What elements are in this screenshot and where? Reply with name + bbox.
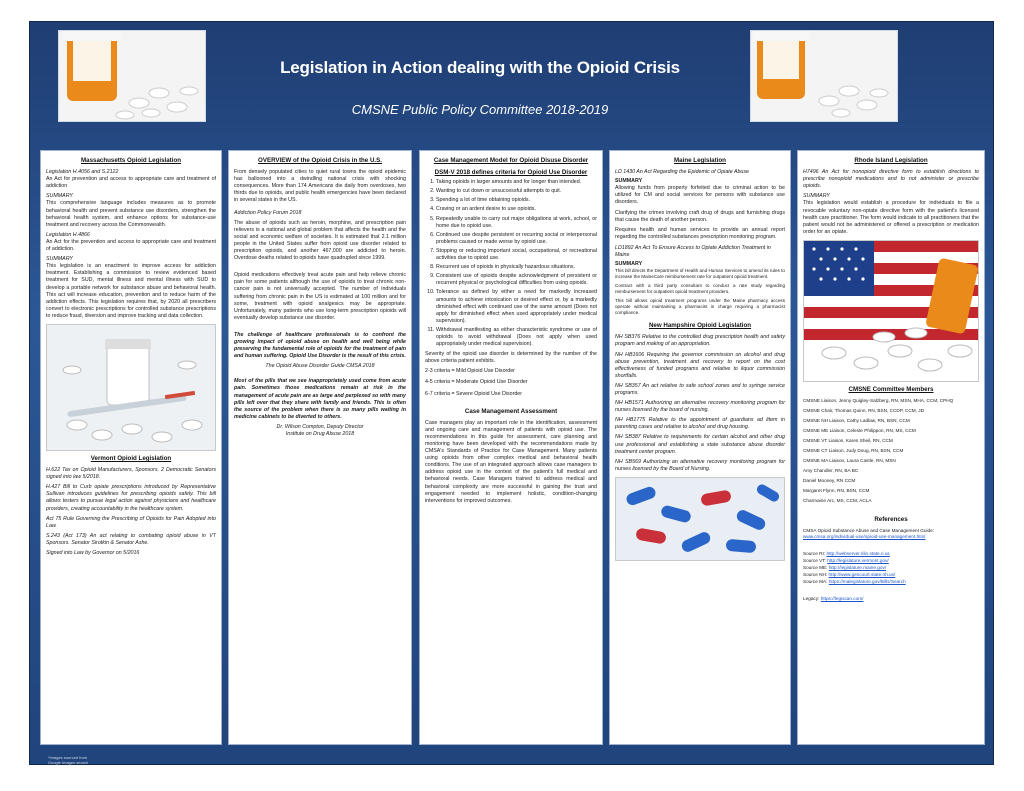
source-row <box>803 557 979 564</box>
overview-quote-2-author: Dr. Wilson Compton, Deputy Director <box>276 423 364 430</box>
source-row <box>803 564 979 571</box>
pill-bottle-photo-left <box>58 30 206 122</box>
nh-heading: New Hampshire Opioid Legislation <box>648 322 752 330</box>
source-label: Source NH: <box>803 572 828 578</box>
image-footnote <box>48 755 88 765</box>
member-item: CMSNE Liaison, Jenny Quigley-Salzberg, RN, MSN, MHA, CCM, CPHQ <box>803 398 954 404</box>
source-label: Source VT: <box>803 558 826 564</box>
severity-level: 2-3 criteria = Mild Opioid Use Disorder <box>425 368 515 375</box>
overview-p2: The abuse of opioids such as heroin, morphine, and prescription pain relievers is a national and global problem that affects the health and the social and economic welfare of societies. It is estimated that 2.1 million people in the United States suffer from opioid use disorder related to prescription opioids, and another 467,000 are addicted to heroin. Overdose deaths related to opioids have quadrupled since 1999. <box>234 219 406 262</box>
nh-item-1: NH SB376 Relative to the controlled drug prescription health and safety program and making of an appropriation. <box>615 334 785 348</box>
vt-item-5: Signed into Law by Governor on 5/2016 <box>46 550 140 556</box>
overview-p1: From densely populated cities to quiet rural towns the opioid epidemic has ballooned into a dwindling national crisis with shocking consequences. More than 174 Americans die daily from overdoses, two thirds due to opioids, and public health emergencies have been declared in several states in the US. <box>234 169 406 204</box>
criteria-item: 1. Taking opioids in larger amounts and for longer than intended. <box>436 179 597 186</box>
severity-level: 6-7 criteria = Severe Opioid Use Disorder <box>425 390 523 397</box>
member-item: Amy Chandler, RN, BA BC <box>803 468 859 474</box>
poster-subtitle: CMSNE Public Policy Committee 2018-2019 <box>351 102 609 117</box>
flag-pills-photo <box>803 240 979 382</box>
blue-capsules-photo <box>615 477 785 561</box>
vt-item-1: H.622 Tax on Opioid Manufacturers, Sponsors. 2 Democratic Senators signed into law 5/2018. <box>46 467 216 481</box>
severity-levels <box>425 368 597 397</box>
source-row <box>803 578 979 585</box>
vt-item-2: H.427 Bill to Curb opiate prescriptions introduced by Representative Sullivan introduces guidelines for prescribing opioids safely. This bill allows testers to pursue legal action against physicians and healthcare providers, creating accountability in the healthcare system. <box>46 484 216 512</box>
references-heading: References <box>874 516 908 524</box>
ld2-title: LD1892 An Act To Ensure Access to Opiate Addiction Treatment in Maine <box>615 244 771 259</box>
ma-bill-2-desc: An Act for the prevention and access to appropriate care and treatment of addiction. <box>46 238 216 253</box>
ma-bill-1-desc: An Act for prevention and access to appropriate care and treatment of addiction <box>46 176 216 190</box>
ma-bill-1: Legislation H.4056 and S.2122 <box>46 169 119 176</box>
overview-quote-1-source: The Opioid Abuse Disorder Guide CMSA 2018 <box>265 363 375 370</box>
member-item: Charmaine Arc, MS, CCM, ACLA <box>803 498 872 504</box>
ma-summary-label-2: SUMMARY <box>46 256 73 263</box>
source-row <box>803 550 979 557</box>
ld1-summary-label: SUMMARY <box>615 178 643 185</box>
source-label: Source MA: <box>803 579 828 585</box>
ma-bill-2: Legislation H.4866 <box>46 231 90 238</box>
dsm-subheading: DSM-V 2018 defines criteria for Opioid Use Disorder <box>434 169 588 177</box>
criteria-item: 9. Consistent use of opioids despite acknowledgment of persistent or recurrent physical or psychological difficulties from using opioids. <box>436 273 597 287</box>
ma-summary-label: SUMMARY <box>46 193 73 200</box>
overview-p3: Opioid medications effectively treat acute pain and help relieve chronic pain for some patients although the use of opioids to treat chronic non-cancer pain is not universally accepted. The number of individuals suffering from chronic pain in the US is estimated at 100 million and for some, treatment with opioid analgesics may be appropriate. Unfortunately, many patients who use long-term prescription opioids will eventually develop substance use disorder. <box>234 272 406 321</box>
source-link[interactable]: http://legislature.maine.gov/ <box>828 565 887 571</box>
ld2-p1: This bill directs the Department of Health and Human Services to amend its rules to increase the MaineCare reimbursement rate for outpatient opioid treatment. <box>615 268 785 280</box>
ld1-summary: Allowing funds from property forfeited due to criminal action to be utilized for CM and social services for persons with substance use disorders. <box>615 185 785 206</box>
ld2-p2: Contract with a third party consultant to conduct a rate study regarding reimbursement for outpatient opioid treatment providers. <box>615 283 785 295</box>
ri-bill: H7496 An Act for nonopioid directive form to establish directions to prescribe nonopioid medications and to not administer or prescribe opioids. <box>803 169 979 190</box>
ld1-p2: Clarifying the crimes involving craft drug of drugs and furnishing drugs that cause the death of another person. <box>615 209 785 223</box>
ri-summary-label: SUMMARY <box>803 193 830 200</box>
poster-title: Legislation in Action dealing with the Opioid Crisis <box>280 58 680 77</box>
ld1-p3: Requires health and human services to provide an annual report regarding the controlled substances prescription monitoring program. <box>615 226 785 240</box>
vt-item-3: Act 75 Rule Governing the Prescribing of Opioids for Pain Adopted into Law. <box>46 515 216 529</box>
member-item: CMSNE NH Liaison, Cathy Ladlaw, RN, BSN, CCM <box>803 418 910 424</box>
vt-item-4: S.243 (Act 173) An act relating to combating opioid abuse in VT Sponsors. Senator Sirotkin & Senator Ashe. <box>46 532 216 546</box>
source-link[interactable]: http://webserver.rilin.state.ri.us <box>826 551 890 557</box>
overview-heading: OVERVIEW of the Opioid Crisis in the U.S. <box>258 157 382 164</box>
pill-bottle-photo-right <box>750 30 898 122</box>
criteria-item: 10. Tolerance as defined by either a need for markedly increased amounts to achieve intoxication or desired effect or, by a markedly diminished effect with continued use of the same amount (Does not apply for diminished effect when used appropriately under medical supervision). <box>436 289 597 324</box>
criteria-item: 2. Wanting to cut down or unsuccessful attempts to quit. <box>436 188 597 195</box>
source-link[interactable]: http://www.gencourt.state.nh.us/ <box>828 572 896 578</box>
criteria-list <box>425 179 597 348</box>
severity-text: Severity of the opioid use disorder is determined by the number of the above criteria patient exhibits. <box>425 351 597 365</box>
nh-item-3: NH SB357 An act relative to safe school zones and to syringe service programs. <box>615 382 785 396</box>
members-list <box>803 398 979 504</box>
member-item: CMSNE ME Liaison, Celeste Philippon, RN, MS, CCM <box>803 428 916 434</box>
legacy-source-link[interactable]: https://legiscan.com/ <box>820 596 864 602</box>
source-link[interactable]: http://legislature.vermont.gov/ <box>827 558 889 564</box>
legacy-source <box>803 595 979 602</box>
ref-main: CMSA Opioid Substance Abuse and Case Management Guide: <box>803 528 935 534</box>
member-item: Margaret Flynn, RN, BSN, CCM <box>803 488 870 494</box>
ld2-summary-label: SUMMARY <box>615 261 643 268</box>
criteria-item: 7. Stopping or reducing important social, occupational, or recreational activities due to opioid use. <box>436 248 597 262</box>
source-label: Source ME: <box>803 565 828 571</box>
ma-bill-2-summary: This legislation is an enactment to improve access for addiction treatment. Establishing a commission to review evidenced based treatment for SUD, mental illness and mental illness with SUD to develop a portable network for substance abuse and behavioral health. This act will increase education, prevention and to reduce harm of the addiction effects. This legislation requires that, by 2020 all prescribers convert to electronic prescriptions for controlled substance prescriptions to reduce fraud, diversion and improve tracking and data collection. <box>46 263 216 319</box>
vermont-heading: Vermont Opioid Legislation <box>90 454 172 462</box>
legacy-source-label: Legacy: <box>803 596 820 602</box>
member-item: CMSNE CT Liaison, Judy Doug, RN, BSN, CCM <box>803 448 904 454</box>
overview-subheading: Addiction Policy Forum 2018 <box>234 209 302 216</box>
nh-item-2: NH HB1606 Requiring the governor commission on alcohol and drug abuse prevention, treatment and recovery to report on the cost effectiveness of funded programs and relative to liquor commission shortfalls. <box>615 351 785 379</box>
criteria-item: 5. Repeatedly unable to carry out major obligations at work, school, or home due to opioid use. <box>436 216 597 230</box>
member-item: Daniel Mooney, RN CCM <box>803 478 856 484</box>
sources-list <box>803 550 979 585</box>
ref-main-link[interactable]: www.cmsa.org/individual-use/opioid-use-management.html <box>803 534 926 540</box>
nh-item-5: NH HB1775 Relative to the appointment of guardians ad litem in parenting cases and relative to alcohol and drug housing. <box>615 417 785 431</box>
footnote-line-1: *Images sourced from <box>48 755 88 760</box>
header <box>30 22 993 142</box>
member-item: CMSNE MA Liaison, Laura Castle, RN, MSN <box>803 458 896 464</box>
rhode-island-heading: Rhode Island Legislation <box>854 157 928 164</box>
criteria-item: 4. Craving or an ardent desire to use opioids. <box>436 206 597 213</box>
severity-level: 4-5 criteria = Moderate Opioid Use Disorder <box>425 379 528 386</box>
ri-summary: This legislation would establish a procedure for individuals to file a revocable voluntary non-opiate directive form with the patient's licensed health care practitioner. The form would indicate to all practitioners that the patient would not be administered or offered a prescription or medication order for an opiate. <box>803 200 979 235</box>
criteria-item: 6. Continued use despite persistent or recurring social or interpersonal problems caused or made worse by opioid use. <box>436 232 597 246</box>
footnote-line-2: Google Images search <box>48 760 89 765</box>
overview-panel <box>228 150 412 745</box>
nh-item-6: NH SB387 Relative to requirements for certain alcohol and other drug use professional and establishing a state substance abuse disorder treatment center program. <box>615 434 785 455</box>
criteria-item: 11. Withdrawal manifesting as either characteristic syndrome or use of opioids to avoid withdrawal (Does not apply when used appropriately under medical supervision). <box>436 327 597 348</box>
ma-bill-1-summary: This comprehensive language includes measures as to promote behavioral health and prevent substance use disorders, strengthen the behavioral health system, and enhance options for substance-use treatment and recovery across the Commonwealth. <box>46 200 216 228</box>
cma-heading: Case Management Assessment <box>464 407 558 415</box>
overview-quote-2: Most of the pills that we see inappropriately used come from acute pain. Sometimes those medications remain at risk in the management of acute pain are as large and perplexed so with many pills left over that they share with family and friends. This is often the source of the problem when there is so many pills waiting in medicine cabinets to be diverted to others. <box>234 378 406 420</box>
maine-nh-panel <box>609 150 791 745</box>
ld1-title: LD 1430 An Act Regarding the Epidemic of Opiate Abuse <box>615 169 749 176</box>
member-item: CMSNE Chair, Thomas Quinn, RN, BSN, CCDP, CCM, JD <box>803 408 924 414</box>
nh-item-7: NH SB569 Authorizing an alternative recovery monitoring program for nurses licensed by the Board of Nursing. <box>615 458 785 472</box>
rhode-island-panel <box>797 150 985 745</box>
source-link[interactable]: https://malegislature.gov/Bills/Search <box>828 579 906 585</box>
maine-heading: Maine Legislation <box>674 157 726 164</box>
member-item: CMSNE VT Liaison, Karen Sheil, RN, CCM <box>803 438 893 444</box>
poster-background <box>30 22 993 764</box>
criteria-item: 3. Spending a lot of time obtaining opioids. <box>436 197 597 204</box>
nh-item-4: NH HB1571 Authorizing an alternative recovery monitoring program for nurses licensed by the board of nursing. <box>615 400 785 414</box>
overview-quote-1: The challenge of healthcare professionals is to confront the growing impact of opioid abuse on health and well being while preserving the fundamental role of opioids for the treatment of pain and human suffering. Opioid Use Disorder is the result of this crisis. <box>234 331 406 360</box>
source-label: Source RI: <box>803 551 826 557</box>
members-heading: CMSNE Committee Members <box>848 385 934 393</box>
ld2-p3: This bill allows opioid treatment programs under the Maine pharmacy access operate without maintaining a pharmacist in charge requiring a pharmacist compliance. <box>615 298 785 316</box>
massachusetts-heading: Massachusetts Opioid Legislation <box>80 157 182 164</box>
pills-syringe-photo <box>46 324 216 451</box>
overview-quote-2-org: Institute on Drug Abuse 2018 <box>285 431 355 437</box>
criteria-item: 8. Recurrent use of opioids in physically hazardous situations. <box>436 264 597 271</box>
massachusetts-vermont-panel <box>40 150 222 745</box>
source-row <box>803 571 979 578</box>
cma-text: Case managers play an important role in the identification, assessment and ongoing care and management of patients with opioid use. The recommendations in this guide for assessment, care planning and monitoring have been developed with the recommendations made by CMSA's Standards of Practice for Case Management. Many patients using opioids from other complex medical and behavioral health conditions. The use of an integrated approach allows case managers to address opioid use in the context of the patient's full medical and behavioral needs. Case Managers trained to address medical and behavioral complexity are more successful in gaining the trust and engagement needed to implement holistic, condition-changing interventions for improved outcomes. <box>425 419 597 504</box>
case-management-heading: Case Management Model for Opioid Disuse Disorder <box>433 157 589 164</box>
case-management-panel <box>419 150 603 745</box>
